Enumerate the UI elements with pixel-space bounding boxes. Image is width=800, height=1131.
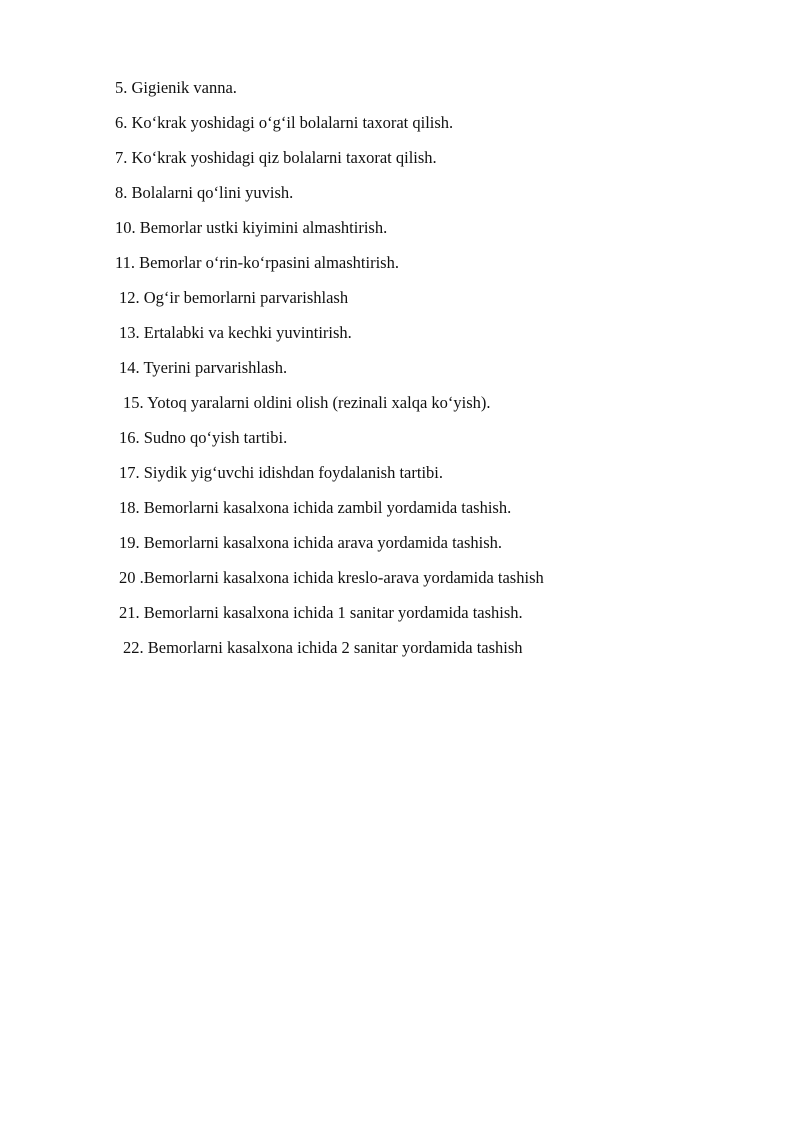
list-item: 19. Bemorlarni kasalxona ichida arava yordamida tashish. (119, 533, 503, 552)
list-item: 17. Siydik yigʻuvchi idishdan foydalanish tartibi. (119, 463, 444, 482)
list-item: 18. Bemorlarni kasalxona ichida zambil yordamida tashish. (119, 498, 512, 517)
list-item: 20 .Bemorlarni kasalxona ichida kreslo-arava yordamida tashish (119, 568, 544, 587)
list-item: 10. Bemorlar ustki kiyimini almashtirish. (115, 218, 388, 237)
list-item: 8. Bolalarni qoʻlini yuvish. (115, 183, 294, 202)
procedure-list (0, 75, 800, 670)
list-item: 7. Koʻkrak yoshidagi qiz bolalarni taxorat qilish. (115, 148, 437, 167)
list-item: 11. Bemorlar oʻrin-koʻrpasini almashtirish. (115, 253, 399, 272)
list-item: 5. Gigienik vanna. (115, 78, 237, 97)
list-item: 6. Koʻkrak yoshidagi oʻgʻil bolalarni taxorat qilish. (115, 113, 454, 132)
list-item: 21. Bemorlarni kasalxona ichida 1 sanitar yordamida tashish. (119, 603, 523, 622)
list-item: 12. Ogʻir bemorlarni parvarishlash (119, 288, 349, 307)
list-item: 15. Yotoq yaralarni oldini olish (rezinali xalqa koʻyish). (123, 393, 491, 412)
list-item: 22. Bemorlarni kasalxona ichida 2 sanitar yordamida tashish (123, 638, 523, 657)
list-item: 14. Tyerini parvarishlash. (119, 358, 288, 377)
list-item: 16. Sudno qoʻyish tartibi. (119, 428, 288, 447)
list-item: 13. Ertalabki va kechki yuvintirish. (119, 323, 352, 342)
